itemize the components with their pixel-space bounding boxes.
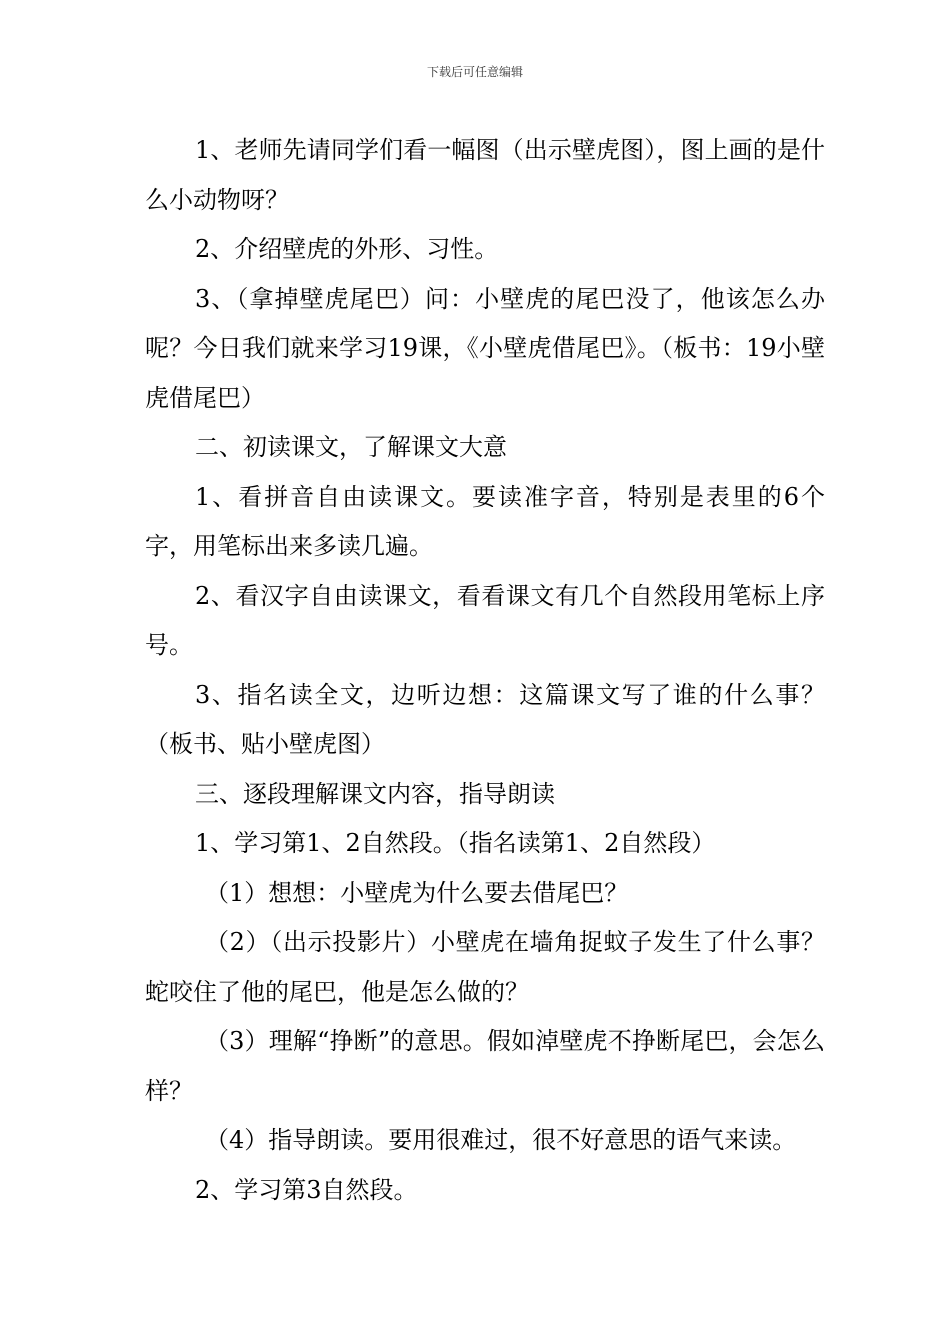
section-heading: 三、逐段理解课文内容，指导朗读 (195, 779, 555, 808)
sub-item: （2）（出示投影片）小壁虎在墙角捉蚊子发生了什么事？蛇咬住了他的尾巴，他是怎么做的？ (145, 928, 825, 1006)
sub-item: （1）想想：小壁虎为什么要去借尾巴？ (205, 878, 629, 907)
section-heading: 二、初读课文，了解课文大意 (195, 433, 507, 461)
paragraph: 3、（拿掉壁虎尾巴）问：小壁虎的尾巴没了，他该怎么办呢？今日我们就来学习19课，《小壁虎借尾巴》。（板书：19小壁虎借尾巴） (145, 284, 825, 412)
document-body (145, 126, 825, 1215)
sub-item: （3）理解“挣断”的意思。假如淖壁虎不挣断尾巴，会怎么样？ (145, 1027, 825, 1105)
paragraph: 2、介绍壁虎的外形、习性。 (195, 235, 499, 263)
paragraph: 1、看拼音自由读课文。要读准字音，特别是表里的6个字，用笔标出来多读几遍。 (145, 482, 825, 560)
paragraph: 1、老师先请同学们看一幅图（出示壁虎图），图上画的是什么小动物呀？ (145, 136, 825, 214)
paragraph: 1、学习第1、2自然段。（指名读第1、2自然段） (195, 829, 716, 857)
paragraph: 2、看汉字自由读课文，看看课文有几个自然段用笔标上序号。 (145, 581, 825, 659)
sub-item: （4）指导朗读。要用很难过，很不好意思的语气来读。 (205, 1126, 797, 1154)
paragraph: 3、指名读全文，边听边想：这篇课文写了谁的什么事？（板书、贴小壁虎图） (145, 680, 825, 758)
page-header: 下载后可任意编辑 (426, 65, 523, 79)
paragraph: 2、学习第3自然段。 (195, 1175, 418, 1204)
